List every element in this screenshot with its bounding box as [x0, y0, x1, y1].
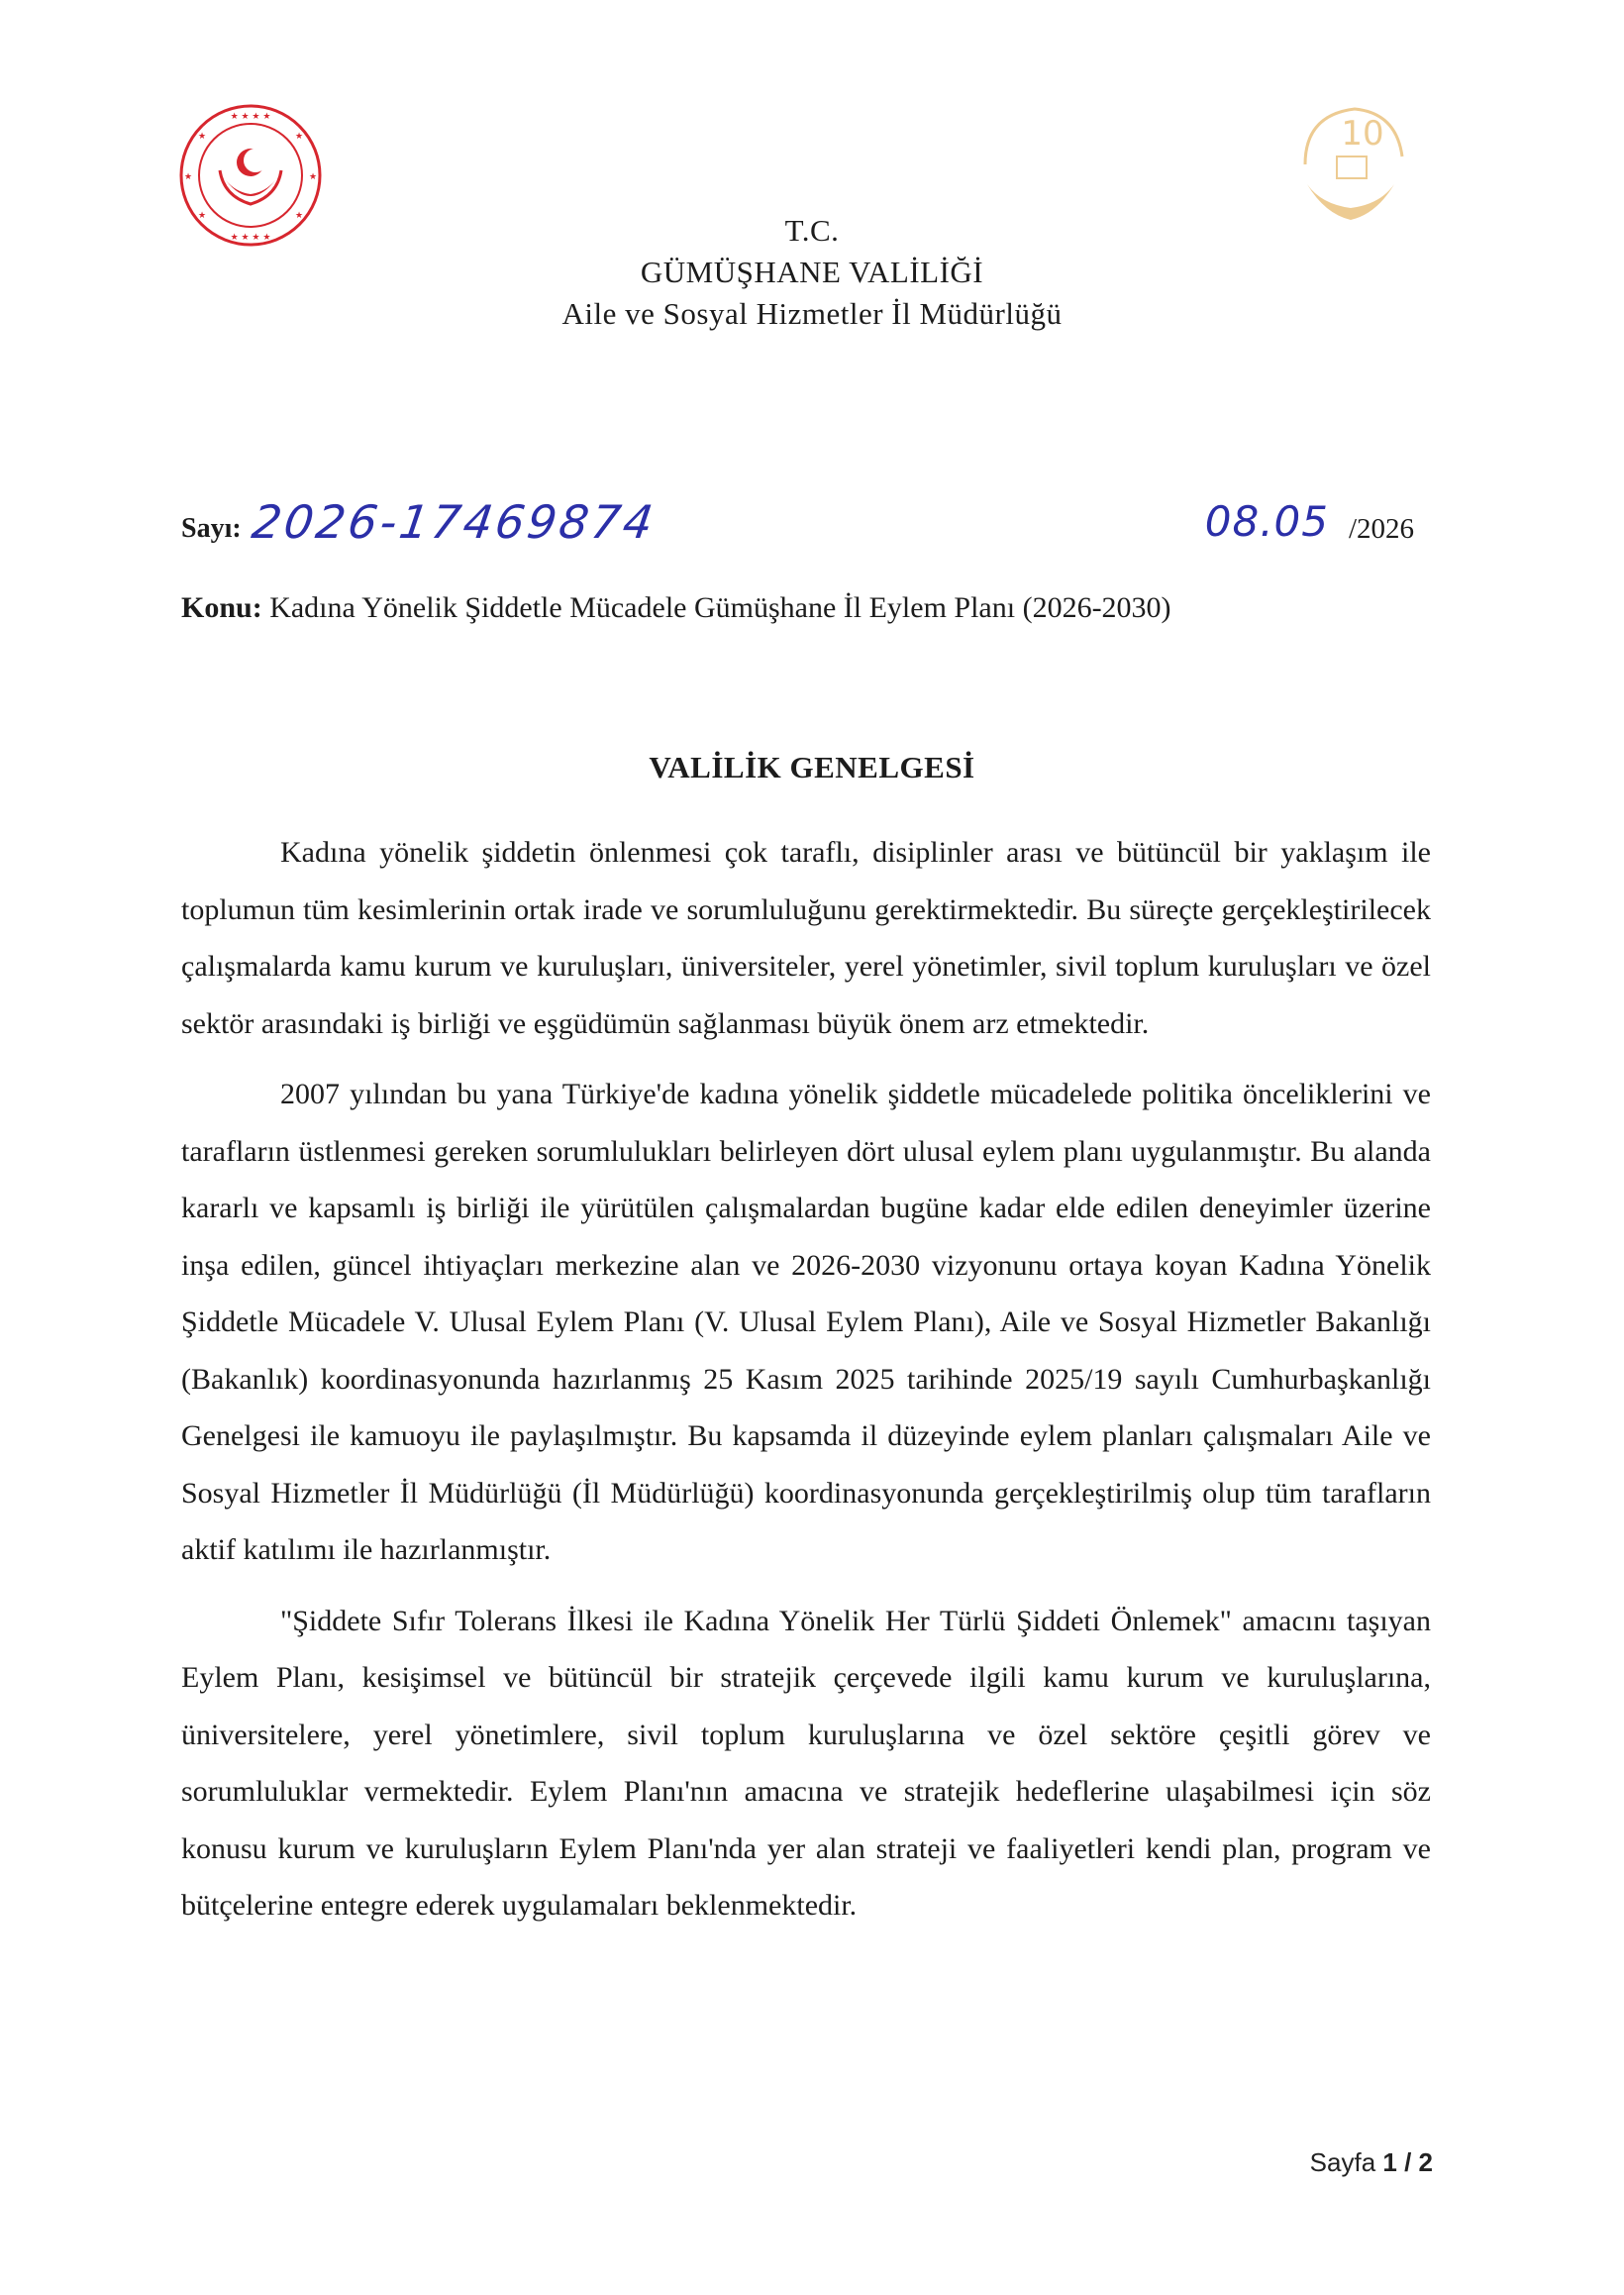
- circular-body: [181, 824, 1431, 1934]
- page-label: Sayfa: [1309, 2147, 1383, 2177]
- svg-text:★ ★ ★ ★: ★ ★ ★ ★: [230, 112, 271, 122]
- circular-title: VALİLİK GENELGESİ: [649, 750, 975, 784]
- page-separator: /: [1396, 2147, 1419, 2177]
- subject-text: Kadına Yönelik Şiddetle Mücadele Gümüşhane İl Eylem Planı (2026-2030): [261, 591, 1171, 624]
- svg-text:★: ★: [197, 211, 207, 221]
- body-paragraph-3: "Şiddete Sıfır Tolerans İlkesi ile Kadına Yönelik Her Türlü Şiddeti Önlemek" amacını taşıyan Eylem Planı, kesişimsel ve bütüncül bir stratejik çerçevede ilgili kamu kurum ve kuruluşlarına, üniversitelere, yerel yönetimlere, sivil toplum kuruluşlarına ve özel sektöre çeşitli görev ve sorumluluklar vermektedir. Eylem Planı'nın amacına ve stratejik hedeflerine ulaşabilmesi için söz konusu kurum ve kuruluşların Eylem Planı'nda yer alan strateji ve faaliyetleri kendi plan, program ve bütçelerine entegre ederek uygulamaları beklenmektedir.: [181, 1604, 1431, 1922]
- institution-header: [0, 210, 1624, 335]
- subject-line: [181, 591, 1171, 625]
- date-year: /2026: [1348, 513, 1414, 545]
- sayi-label: Sayı:: [181, 513, 242, 544]
- svg-text:★: ★: [183, 172, 193, 182]
- page-number: [1310, 2147, 1433, 2178]
- date-handwritten: 08.05: [1204, 497, 1329, 546]
- body-paragraph-2: 2007 yılından bu yana Türkiye'de kadına yönelik şiddetle mücadelede politika önceliklerini ve tarafların üstlenmesi gereken sorumlulukları belirleyen dört ulusal eylem planı uygulanmıştır. Bu alanda kararlı ve kapsamlı iş birliği ile yürütülen çalışmalardan bugüne kadar elde edilen deneyimler üzerine inşa edilen, güncel ihtiyaçları merkezine alan ve 2026-2030 vizyonunu ortaya koyan Kadına Yönelik Şiddetle Mücadele V. Ulusal Eylem Planı (V. Ulusal Eylem Planı), Aile ve Sosyal Hizmetler Bakanlığı (Bakanlık) koordinasyonunda hazırlanmış 25 Kasım 2025 tarihinde 2025/19 sayılı Cumhurbaşkanlığı Genelgesi ile kamuoyu ile paylaşılmıştır. Bu kapsamda il düzeyinde eylem planları çalışmaları Aile ve Sosyal Hizmetler İl Müdürlüğü (İl Müdürlüğü) koordinasyonunda gerçekleştirilmiş olup tüm tarafların aktif katılımı ile hazırlanmıştır.: [181, 1078, 1431, 1566]
- header-tc: T.C.: [784, 213, 840, 248]
- svg-text:★: ★: [294, 211, 304, 221]
- body-paragraph-1: Kadına yönelik şiddetin önlenmesi çok taraflı, disiplinler arası ve bütüncül bir yaklaşım ile toplumun tüm kesimlerinin ortak irade ve sorumluluğunu gerektirmektedir. Bu süreçte gerçekleştirilecek çalışmalarda kamu kurum ve kuruluşları, üniversiteler, yerel yönetimler, sivil toplum kuruluşları ve özel sektör arasındaki iş birliği ve eşgüdümün sağlanması büyük önem arz etmektedir.: [181, 836, 1431, 1040]
- sayi-handwritten-number: 2026-17469874: [249, 495, 660, 549]
- header-directorate: Aile ve Sosyal Hizmetler İl Müdürlüğü: [561, 296, 1063, 331]
- svg-text:★ ★ ★ ★: ★ ★ ★ ★: [230, 233, 271, 243]
- page-total: 2: [1418, 2147, 1433, 2177]
- page-current: 1: [1382, 2147, 1397, 2177]
- svg-text:★: ★: [294, 132, 304, 142]
- header-governorship: GÜMÜŞHANE VALİLİĞİ: [640, 255, 984, 289]
- svg-text:★: ★: [308, 172, 318, 182]
- reference-row: [181, 495, 1414, 563]
- svg-text:★: ★: [197, 132, 207, 142]
- subject-label: Konu:: [181, 591, 262, 624]
- svg-text:10: 10: [1341, 114, 1384, 154]
